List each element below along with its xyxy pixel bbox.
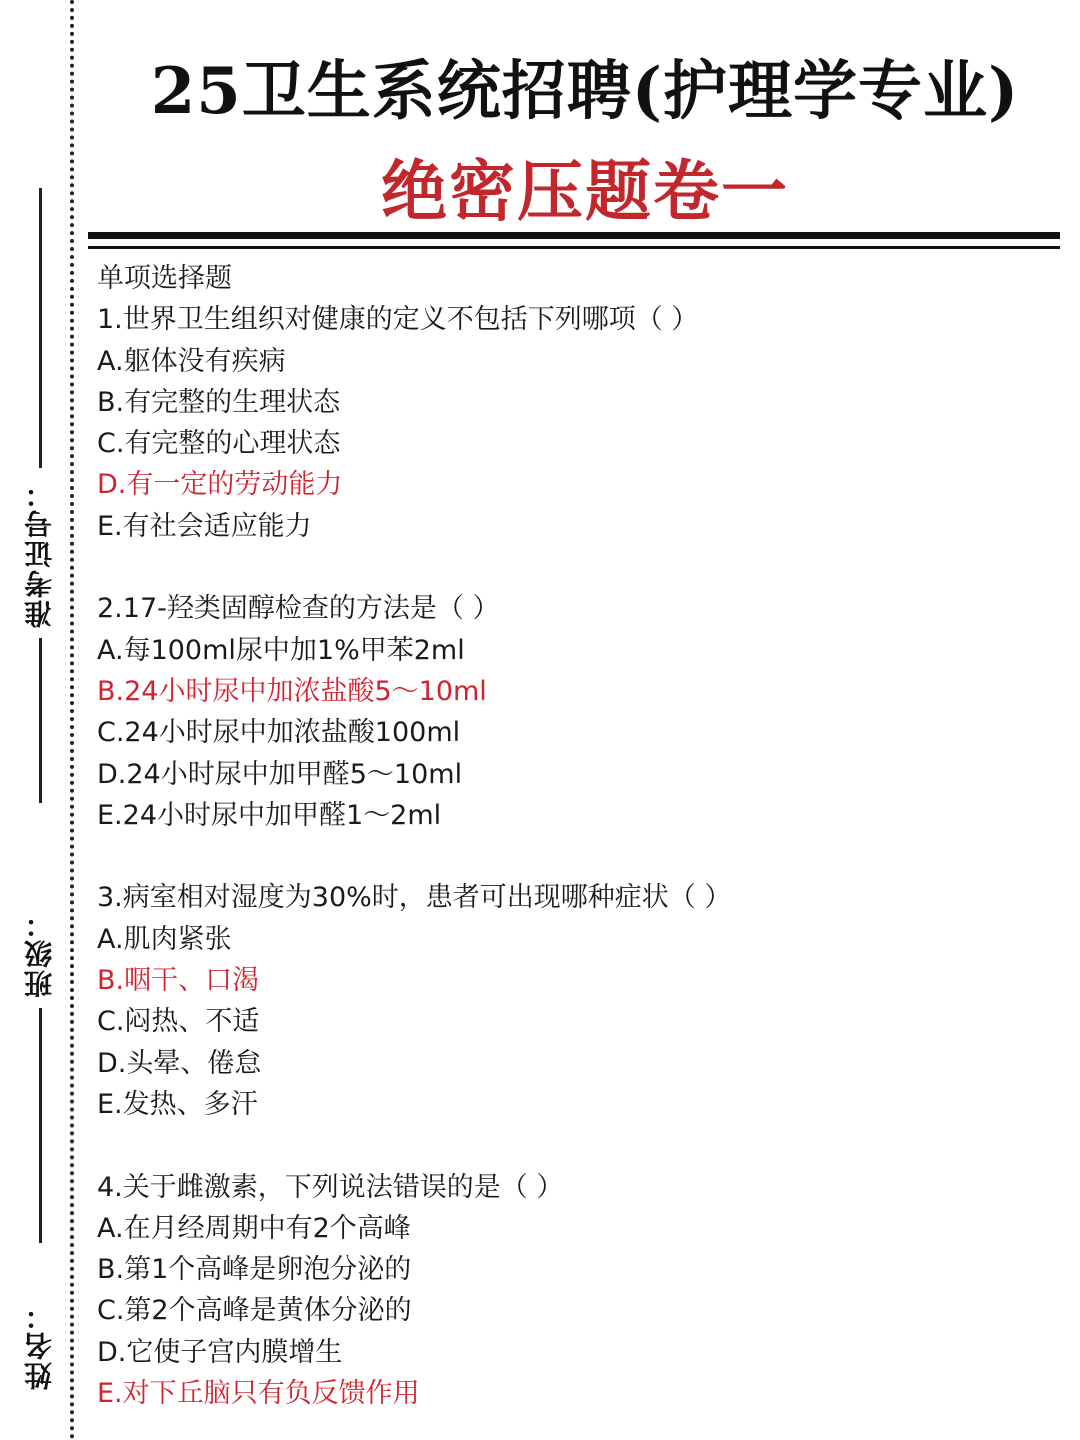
correct-answer-option: D.有一定的劳动能力 <box>97 469 343 501</box>
answer-option: C.闷热、不适 <box>97 1006 260 1038</box>
page-subtitle: 绝密压题卷一 <box>381 152 789 230</box>
exam-content <box>97 258 1057 1414</box>
binding-dotted-line <box>70 0 74 1440</box>
exam-id-blank-line <box>39 188 42 468</box>
page-title: 25卫生系统招聘(护理学专业) <box>150 54 1020 129</box>
name-field <box>14 1290 66 1400</box>
answer-option: C.有完整的心理状态 <box>97 428 341 460</box>
exam-id-label: 准考证号： <box>23 478 56 628</box>
question-stem: 2.17-羟类固醇检查的方法是（ ） <box>97 593 500 625</box>
section-heading: 单项选择题 <box>97 263 232 294</box>
name-blank-line <box>39 1008 42 1243</box>
question-list <box>97 299 1057 1414</box>
answer-option: D.它使子宫内膜增生 <box>97 1336 343 1368</box>
exam-id-field <box>14 188 66 803</box>
name-label: 姓名： <box>23 1300 56 1390</box>
correct-answer-option: B.咽干、口渴 <box>97 965 260 997</box>
answer-option: B.有完整的生理状态 <box>97 386 341 418</box>
class-field <box>14 898 66 1243</box>
answer-option: E.发热、多汗 <box>97 1088 258 1120</box>
answer-option: B.第1个高峰是卵泡分泌的 <box>97 1254 412 1286</box>
answer-option: E.24小时尿中加甲醛1～2ml <box>97 799 442 831</box>
question-stem: 3.病室相对湿度为30%时，患者可出现哪种症状（ ） <box>97 882 732 914</box>
question-block <box>97 588 1057 836</box>
answer-option: A.在月经周期中有2个高峰 <box>97 1212 411 1244</box>
correct-answer-option: E.对下丘脑只有负反馈作用 <box>97 1378 420 1410</box>
answer-option: A.每100ml尿中加1%甲苯2ml <box>97 634 465 666</box>
answer-option: C.24小时尿中加浓盐酸100ml <box>97 717 461 749</box>
answer-option: D.24小时尿中加甲醛5～10ml <box>97 758 463 790</box>
header-rule-thick <box>88 232 1060 239</box>
question-block <box>97 299 1057 547</box>
answer-option: D.头晕、倦怠 <box>97 1047 262 1079</box>
header-rule-thin <box>88 246 1060 249</box>
question-stem: 4.关于雌激素，下列说法错误的是（ ） <box>97 1171 564 1203</box>
answer-option: C.第2个高峰是黄体分泌的 <box>97 1295 412 1327</box>
question-block <box>97 1167 1057 1415</box>
answer-option: A.肌肉紧张 <box>97 923 232 955</box>
class-blank-line <box>39 638 42 803</box>
answer-option: E.有社会适应能力 <box>97 510 312 542</box>
answer-option: A.躯体没有疾病 <box>97 345 286 377</box>
correct-answer-option: B.24小时尿中加浓盐酸5～10ml <box>97 675 487 707</box>
question-block <box>97 877 1057 1125</box>
class-label: 班级： <box>23 908 56 998</box>
question-stem: 1.世界卫生组织对健康的定义不包括下列哪项（ ） <box>97 304 699 336</box>
